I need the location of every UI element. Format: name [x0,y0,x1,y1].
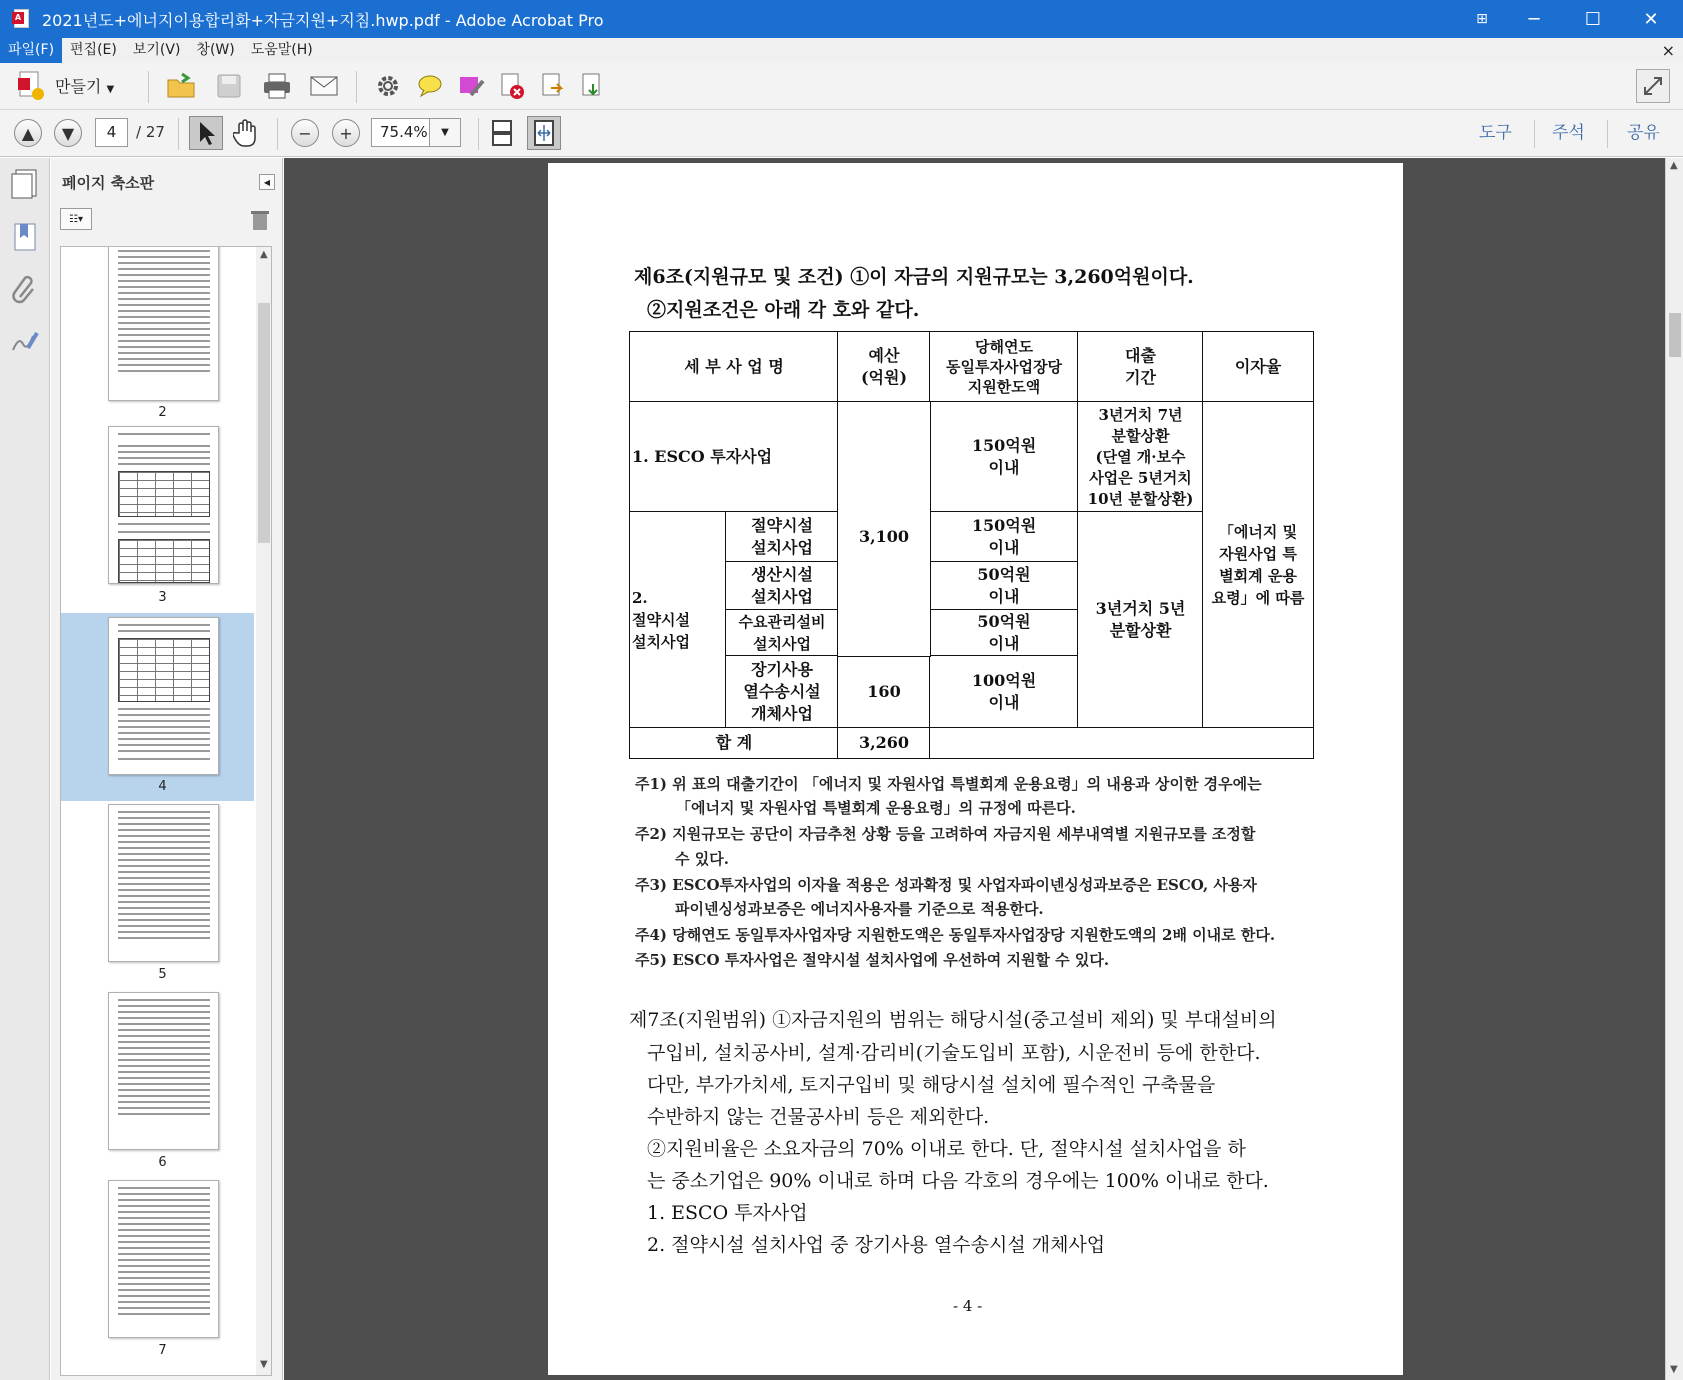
export-icon[interactable] [536,69,570,103]
toolbar-divider [478,118,479,150]
thumbnail-table [118,471,210,517]
note-1: 주1) 위 표의 대출기간이 「에너지 및 자원사업 특별회계 운용요령」의 내용과 상이한 경우에는 [635,775,1262,793]
thumbnail-text-line [118,1283,210,1285]
collapse-panel-icon[interactable]: ◀ [259,174,275,190]
thumbnail-text-line [118,865,210,867]
thumbnail-text-line [118,1053,210,1055]
thumbnail-table [118,638,210,702]
zoom-in-icon[interactable]: + [332,119,360,147]
table-cell-esco-period: 3년거치 7년 분할상환 (단열 개·보수 사업은 5년거치 10년 분할상환) [1077,401,1204,513]
thumbnail-text-line [118,841,210,843]
thumbnail-label: 5 [158,967,167,982]
bookmark-icon[interactable] [12,222,38,258]
thumbnail-text-line [118,1313,210,1315]
article7-line-5: ②지원비율은 소요자금의 70% 이내로 한다. 단, 절약시설 설치사업을 하 [647,1138,1246,1160]
comment-icon[interactable] [413,69,447,103]
close-document-button[interactable]: × [1661,41,1675,60]
thumbnail-text-line [118,630,210,632]
article7-line-4: 수반하지 않는 건물공사비 등은 제외한다. [647,1106,990,1128]
thumbnail-text-line [118,531,210,533]
comment-link[interactable]: 주석 [1552,123,1585,143]
main-toolbar [0,63,1683,110]
thumbnail-text-line [118,328,210,330]
thumbnail-text-line [118,758,210,760]
thumbnail-text-line [118,811,210,813]
thumbnail-page-2[interactable] [61,246,254,427]
thumbnail-text-line [118,871,210,873]
thumbnail-label: 6 [158,1155,167,1170]
thumbnail-text-line [118,352,210,354]
zoom-dropdown-chevron-icon[interactable]: ▼ [430,118,461,147]
thumbnail-text-line [118,1047,210,1049]
thumbnail-page-4[interactable] [61,613,254,801]
table-cell-esco-limit: 150억원 이내 [929,401,1079,513]
thumbnail-image [108,1180,219,1338]
toolbar-divider [1607,120,1608,148]
minimize-button[interactable]: ─ [1528,8,1540,30]
table-cell-sub4-budget: 160 [837,655,931,729]
note-3: 주3) ESCO투자사업의 이자율 적용은 성과확정 및 사업자파이넨싱성과보증은 ESCO, 사용자 [635,876,1257,894]
thumbnail-text-line [118,1205,210,1207]
thumbnail-text-line [118,919,210,921]
table-cell-sub4: 장기사용 열수송시설 개체사업 [725,655,839,729]
attachment-icon[interactable] [12,275,38,309]
page-thumbnails-icon[interactable] [10,168,40,204]
thumbnail-page-7[interactable] [61,1178,254,1366]
thumbnail-text-line [118,1199,210,1201]
thumbnail-image [108,617,219,775]
thumbnail-text-line [118,358,210,360]
thumbnail-text-line [118,750,210,752]
toolbar-divider [178,118,179,150]
thumbnail-text-line [118,1259,210,1261]
thumbnail-label: 3 [158,590,167,605]
thumbnail-text-line [118,340,210,342]
pdf-page [548,163,1403,1375]
table-cell-total-empty [929,727,1314,759]
create-pdf-icon[interactable] [14,69,48,103]
note-5: 주5) ESCO 투자사업은 절약시설 설치사업에 우선하여 지원할 수 있다. [635,951,1110,969]
thumbnail-text-line [118,1235,210,1237]
tools-link[interactable]: 도구 [1479,123,1512,143]
thumbnail-text-line [118,720,210,722]
combine-icon[interactable] [576,69,610,103]
signature-icon[interactable] [10,328,40,358]
thumbnail-text-line [118,1101,210,1103]
thumbnail-text-line [118,732,210,734]
scroll-down-icon[interactable]: ▼ [1670,1364,1678,1375]
note-2: 주2) 지원규모는 공단이 자금추천 상황 등을 고려하여 자금지원 세부내역별 지원규모를 조정할 [635,825,1256,843]
thumbnail-text-line [118,937,210,939]
thumbnail-text-line [118,999,210,1001]
scrollbar-thumb[interactable] [1669,313,1681,357]
thumbnail-text-line [118,298,210,300]
thumbnail-text-line [118,823,210,825]
thumbnail-text-line [118,1211,210,1213]
thumbnail-text-line [118,1301,210,1303]
print-icon[interactable] [260,69,294,103]
thumbnail-text-line [118,1017,210,1019]
window-title: 2021년도+에너지이용합리화+자금지원+지침.hwp.pdf - Adobe Acrobat Pro [42,10,604,30]
thumbnail-text-line [118,451,210,453]
thumbnail-text-line [118,316,210,318]
thumbnail-text-line [118,1247,210,1249]
table-cell-group2: 2. 절약시설 설치사업 [629,511,727,729]
table-cell-rate: 「에너지 및 자원사업 특 별회계 운용 요령」에 따름 [1202,401,1314,729]
thumbnail-text-line [118,250,210,252]
maximize-button[interactable]: ☐ [1584,8,1602,30]
table-cell-sub4-limit: 100억원 이내 [929,655,1079,729]
thumbnail-text-line [118,1059,210,1061]
toolbar-divider [356,71,357,103]
thumbnail-text-line [118,1217,210,1219]
thumbnail-text-line [118,835,210,837]
toolbar-divider [277,118,278,150]
thumbnail-text-line [118,1223,210,1225]
thumbnail-scrollbar[interactable] [256,247,272,1375]
navigation-rail [0,158,50,1380]
thumbnail-text-line [118,1307,210,1309]
table-cell-sub2: 생산시설 설치사업 [725,561,839,611]
thumbnail-text-line [118,304,210,306]
thumbnail-text-line [118,817,210,819]
thumbnail-text-line [118,274,210,276]
scroll-up-icon[interactable]: ▲ [1670,160,1678,171]
thumbnail-text-line [118,624,210,626]
panel-title: 페이지 축소판 [62,174,155,192]
acrobat-icon: A [12,8,32,30]
table-header-rate: 이자율 [1202,331,1314,403]
table-cell-shared-budget: 3,100 [837,401,931,657]
thumbnail-label: 4 [158,779,167,794]
thumbnail-text-line [118,1271,210,1273]
highlight-icon[interactable] [454,69,488,103]
thumbnail-text-line [118,334,210,336]
thumbnail-text-line [118,883,210,885]
thumbnail-page-5[interactable] [61,802,254,990]
thumbnail-text-line [118,913,210,915]
toolbar-divider [148,71,149,103]
thumbnail-text-line [118,1035,210,1037]
thumbnail-text-line [118,1277,210,1279]
thumbnail-text-line [118,853,210,855]
zoom-out-icon[interactable]: − [291,119,319,147]
thumbnail-text-line [118,445,210,447]
pin-icon[interactable]: ⊞ [1476,11,1488,27]
note-2-cont: 수 있다. [675,850,729,868]
table-cell-sub1: 절약시설 설치사업 [725,511,839,563]
scroll-up-icon[interactable]: ▲ [260,249,268,260]
hand-tool-icon[interactable] [229,116,263,150]
document-scrollbar[interactable] [1665,158,1683,1380]
thumbnail-text-line [118,1095,210,1097]
thumbnail-text-line [118,1011,210,1013]
thumbnail-text-line [118,256,210,258]
article7-line-2: 구입비, 설치공사비, 설계·감리비(기술도입비 포함), 시운전비 등에 한한다. [647,1042,1261,1064]
thumbnail-text-line [118,1089,210,1091]
support-conditions-table [629,331,1316,759]
open-folder-icon[interactable] [164,69,198,103]
thumbnail-text-line [118,1077,210,1079]
thumbnail-text-line [118,714,210,716]
thumbnail-text-line [118,262,210,264]
thumbnail-text-line [118,268,210,270]
thumbnail-text-line [118,1241,210,1243]
thumbnail-text-line [118,457,210,459]
thumbnail-text-line [118,901,210,903]
thumbnail-label: 7 [158,1343,167,1358]
thumbnail-page-3[interactable] [61,427,254,615]
thumbnail-text-line [118,1023,210,1025]
page-footer-number: - 4 - [953,1297,983,1315]
thumbnail-text-line [118,322,210,324]
thumbnail-text-line [118,346,210,348]
article6-condition: ②지원조건은 아래 각 호와 같다. [647,299,920,321]
note-3-cont: 파이넨싱성과보증은 에너지사용자를 기준으로 적용한다. [675,900,1044,918]
thumbnail-text-line [118,463,210,465]
thumbnail-text-line [118,286,210,288]
zoom-level-input[interactable]: 75.4% [371,118,430,147]
thumbnail-options-icon[interactable]: ☷▾ [60,208,92,230]
save-icon[interactable] [212,69,246,103]
article6-heading: 제6조(지원규모 및 조건) ①이 자금의 지원규모는 3,260억원이다. [634,266,1194,288]
create-label: 만들기 [55,77,102,96]
thumbnail-text-line [118,744,210,746]
create-button[interactable] [55,63,114,110]
next-page-icon[interactable]: ▼ [54,119,82,147]
thumbnail-page-6[interactable] [61,990,254,1178]
table-header-limit: 당해연도 동일투자사업장당 지원한도액 [929,331,1079,403]
article7-line-6: 는 중소기업은 90% 이내로 하며 다음 각호의 경우에는 100% 이내로 한다. [647,1170,1269,1192]
expand-icon[interactable] [1636,69,1670,103]
delete-page-icon[interactable] [495,69,529,103]
thumbnail-image [108,804,219,962]
thumbnail-text-line [118,1113,210,1115]
share-link[interactable]: 공유 [1627,123,1660,143]
table-cell-sub2-limit: 50억원 이내 [929,561,1079,611]
thumbnail-text-line [118,1265,210,1267]
thumbnail-image [108,426,219,584]
toolbar-divider [1534,120,1535,148]
gear-icon[interactable] [371,69,405,103]
scroll-down-icon[interactable]: ▼ [260,1359,268,1370]
table-cell-sub3-limit: 50억원 이내 [929,609,1079,657]
thumbnail-text-line [118,1107,210,1109]
thumbnail-text-line [118,1253,210,1255]
thumbnail-text-line [118,1065,210,1067]
menu-window[interactable]: 창(W) [196,42,235,58]
fit-page-icon[interactable] [485,116,519,150]
thumbnail-text-line [118,364,210,366]
article7-item-2: 2. 절약시설 설치사업 중 장기사용 열수송시설 개체사업 [647,1234,1106,1256]
thumbnail-text-line [118,931,210,933]
thumbnail-image [108,992,219,1150]
menu-help[interactable]: 도움말(H) [250,42,313,58]
table-cell-group2-period: 3년거치 5년 분할상환 [1077,511,1204,729]
select-tool-icon[interactable] [189,116,223,150]
thumbnail-text-line [118,1071,210,1073]
navigation-toolbar [0,110,1683,157]
thumbnail-text-line [118,907,210,909]
email-icon[interactable] [307,69,341,103]
table-cell-esco: 1. ESCO 투자사업 [629,401,839,513]
thumbnail-text-line [118,1083,210,1085]
table-header-project: 세 부 사 업 명 [629,331,839,403]
menu-view[interactable]: 보기(V) [132,42,181,58]
previous-page-icon[interactable]: ▲ [14,119,42,147]
page-number-input[interactable]: 4 [95,118,128,147]
trash-icon[interactable] [249,208,271,236]
table-cell-total-value: 3,260 [837,727,931,759]
thumbnail-text-line [118,1041,210,1043]
thumbnail-text-line [118,433,210,435]
thumbnail-text-line [118,726,210,728]
page-thumbnails-panel [51,158,283,1380]
article7-item-1: 1. ESCO 투자사업 [647,1202,808,1224]
close-button[interactable]: ✕ [1643,8,1659,30]
thumbnail-text-line [118,829,210,831]
thumbnail-text-line [118,280,210,282]
thumbnail-text-line [118,1187,210,1189]
thumbnail-text-line [118,847,210,849]
page-total: / 27 [136,123,165,141]
article7-line-3: 다만, 부가가치세, 토지구입비 및 해당시설 설치에 필수적인 구축물을 [647,1074,1216,1096]
thumbnail-label: 2 [158,405,167,420]
table-header-period: 대출 기간 [1077,331,1204,403]
thumbnail-text-line [118,889,210,891]
note-4: 주4) 당해연도 동일투자사업자당 지원한도액은 동일투자사업장당 지원한도액의 2배 이내로 한다. [635,926,1276,944]
article7-line-1: 제7조(지원범위) ①자금지원의 범위는 해당시설(중고설비 제외) 및 부대설비의 [629,1009,1277,1031]
thumbnail-text-line [118,370,210,372]
chevron-down-icon: ▼ [106,84,115,95]
thumbnail-list[interactable] [60,246,272,1376]
menu-file[interactable]: 파일(F) [0,38,62,63]
thumbnail-text-line [118,1295,210,1297]
table-cell-sub1-limit: 150억원 이내 [929,511,1079,563]
thumbnail-text-line [118,1005,210,1007]
fit-width-icon[interactable] [527,116,561,150]
thumbnail-text-line [118,738,210,740]
thumbnail-text-line [118,1193,210,1195]
thumbnail-text-line [118,925,210,927]
thumbnail-text-line [118,310,210,312]
thumbnail-text-line [118,895,210,897]
thumbnail-table [118,539,210,583]
thumbnail-text-line [118,1229,210,1231]
table-cell-total-label: 합 계 [629,727,839,759]
thumbnail-text-line [118,877,210,879]
menu-edit[interactable]: 편집(E) [70,42,117,58]
thumbnail-text-line [118,1289,210,1291]
thumbnail-text-line [118,523,210,525]
title-bar [0,0,1683,38]
thumbnail-text-line [118,708,210,710]
thumbnail-image [108,246,219,401]
note-1-cont: 「에너지 및 자원사업 특별회계 운용요령」의 규정에 따른다. [676,799,1076,817]
thumbnail-text-line [118,1029,210,1031]
table-header-budget: 예산 (억원) [837,331,931,403]
scrollbar-thumb[interactable] [258,303,270,543]
table-cell-sub3: 수요관리설비 설치사업 [725,609,839,657]
thumbnail-text-line [118,292,210,294]
thumbnail-text-line [118,859,210,861]
menu-bar [0,38,1683,63]
